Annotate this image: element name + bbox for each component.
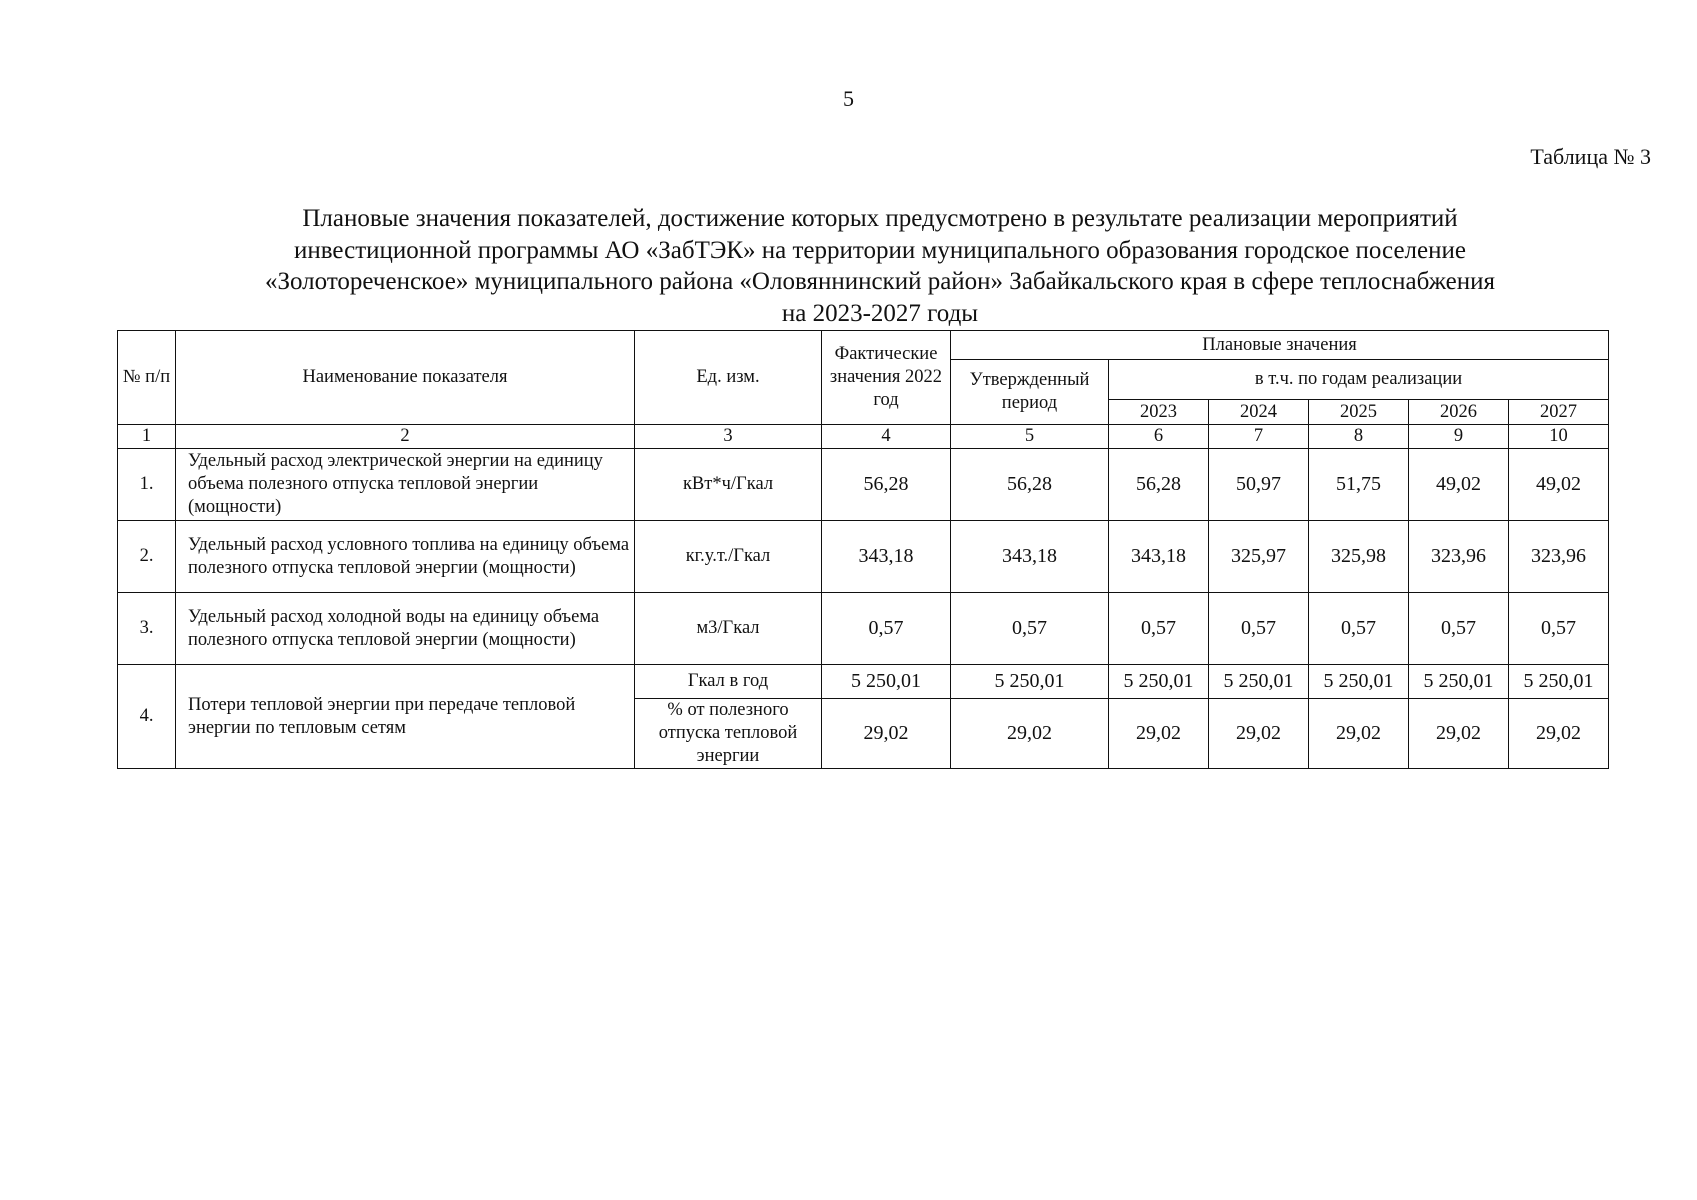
unit-cell: кг.у.т./Гкал [635,521,822,593]
value-cell: 0,57 [1309,593,1409,665]
column-number: 8 [1309,425,1409,449]
row-number: 1. [118,449,176,521]
value-cell: 0,57 [951,593,1109,665]
value-cell: 5 250,01 [1109,665,1209,699]
column-number: 7 [1209,425,1309,449]
header-actual: Фактические значения 2022 год [822,331,951,425]
indicator-name: Удельный расход электрической энергии на единицу объема полезного отпуска тепловой энергии (мощности) [176,449,635,521]
value-cell: 50,97 [1209,449,1309,521]
value-cell: 29,02 [1209,699,1309,769]
header-year: 2024 [1209,400,1309,425]
table-row [118,593,1609,665]
value-cell: 5 250,01 [1309,665,1409,699]
indicator-name: Потери тепловой энергии при передаче тепловой энергии по тепловым сетям [176,665,635,769]
value-cell: 0,57 [1209,593,1309,665]
value-cell: 343,18 [822,521,951,593]
table-row [118,521,1609,593]
indicators-table [117,330,1609,769]
value-cell: 5 250,01 [951,665,1109,699]
table-row [118,449,1609,521]
value-cell: 0,57 [822,593,951,665]
header-by-years: в т.ч. по годам реализации [1109,360,1609,400]
title-line: инвестиционной программы АО «ЗабТЭК» на территории муниципального образования городское поселение [294,236,1466,264]
value-cell: 5 250,01 [822,665,951,699]
value-cell: 325,97 [1209,521,1309,593]
header-row [118,331,1609,360]
header-no: № п/п [118,331,176,425]
value-cell: 29,02 [1109,699,1209,769]
header-planned: Плановые значения [951,331,1609,360]
document-title [150,203,1610,329]
value-cell: 5 250,01 [1409,665,1509,699]
row-number: 3. [118,593,176,665]
header-unit: Ед. изм. [635,331,822,425]
value-cell: 0,57 [1409,593,1509,665]
value-cell: 56,28 [822,449,951,521]
unit-cell: Гкал в год [635,665,822,699]
indicator-name: Удельный расход условного топлива на единицу объема полезного отпуска тепловой энергии (мощности) [176,521,635,593]
header-year: 2027 [1509,400,1609,425]
value-cell: 323,96 [1409,521,1509,593]
indicator-name: Удельный расход холодной воды на единицу объема полезного отпуска тепловой энергии (мощности) [176,593,635,665]
value-cell: 343,18 [951,521,1109,593]
value-cell: 51,75 [1309,449,1409,521]
value-cell: 325,98 [1309,521,1409,593]
value-cell: 343,18 [1109,521,1209,593]
column-number: 3 [635,425,822,449]
value-cell: 5 250,01 [1509,665,1609,699]
header-year: 2026 [1409,400,1509,425]
value-cell: 323,96 [1509,521,1609,593]
header-year: 2023 [1109,400,1209,425]
value-cell: 49,02 [1509,449,1609,521]
header-approved: Утвержденный период [951,360,1109,425]
table-row [118,665,1609,699]
value-cell: 0,57 [1109,593,1209,665]
column-number: 10 [1509,425,1609,449]
value-cell: 49,02 [1409,449,1509,521]
column-number: 2 [176,425,635,449]
header-name: Наименование показателя [176,331,635,425]
column-number: 4 [822,425,951,449]
table-label: Таблица № 3 [1530,144,1651,169]
value-cell: 5 250,01 [1209,665,1309,699]
unit-cell: % от полезного отпуска тепловой энергии [635,699,822,769]
value-cell: 29,02 [1409,699,1509,769]
column-number-row [118,425,1609,449]
unit-cell: кВт*ч/Гкал [635,449,822,521]
value-cell: 29,02 [1309,699,1409,769]
value-cell: 29,02 [1509,699,1609,769]
unit-cell: м3/Гкал [635,593,822,665]
title-line: на 2023-2027 годы [781,299,979,327]
header-year: 2025 [1309,400,1409,425]
column-number: 5 [951,425,1109,449]
column-number: 9 [1409,425,1509,449]
column-number: 1 [118,425,176,449]
value-cell: 29,02 [822,699,951,769]
value-cell: 29,02 [951,699,1109,769]
title-line: «Золотореченское» муниципального района «Оловяннинский район» Забайкальского края в сфере теплоснабжения [264,268,1495,295]
value-cell: 56,28 [1109,449,1209,521]
page-number: 5 [843,86,854,111]
row-number: 4. [118,665,176,769]
value-cell: 56,28 [951,449,1109,521]
value-cell: 0,57 [1509,593,1609,665]
row-number: 2. [118,521,176,593]
title-line: Плановые значения показателей, достижение которых предусмотрено в результате реализации мероприятий [302,205,1458,232]
column-number: 6 [1109,425,1209,449]
